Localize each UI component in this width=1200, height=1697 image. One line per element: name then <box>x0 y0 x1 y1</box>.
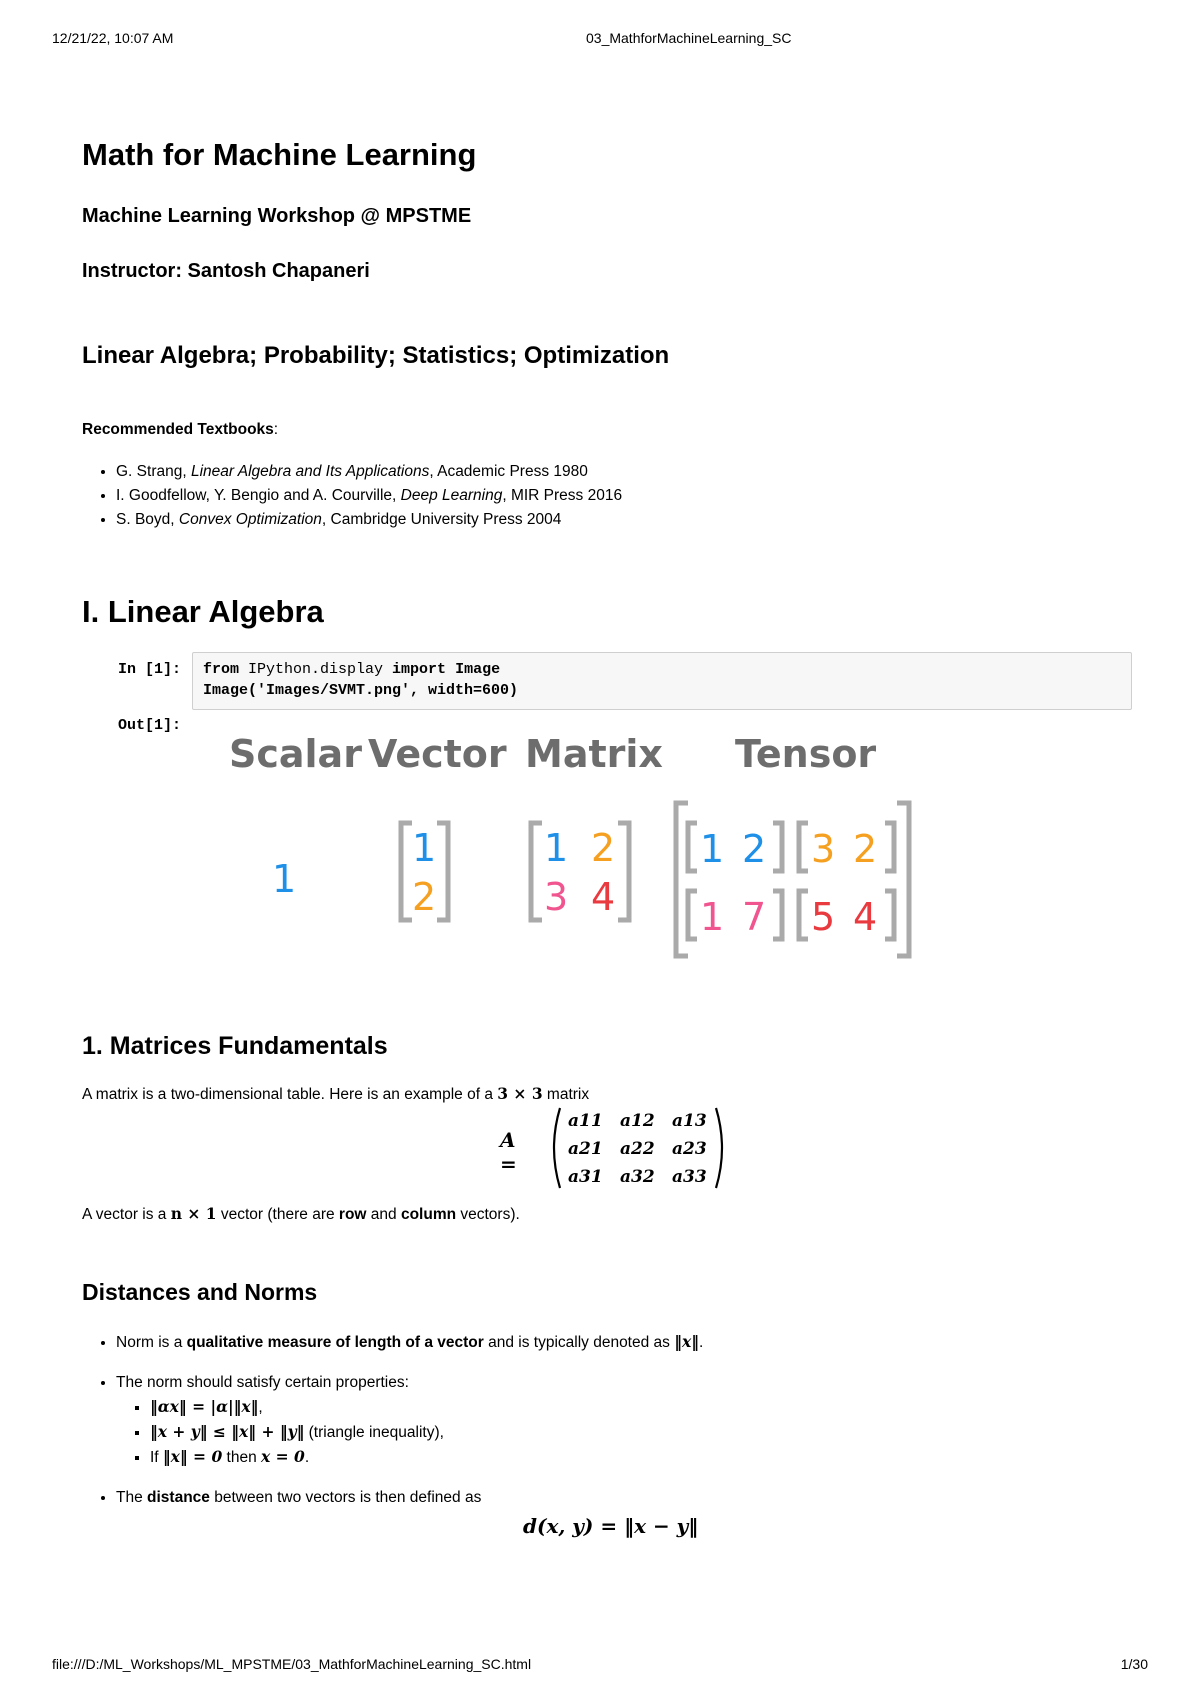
norm-math: ‖x‖ <box>674 1332 699 1351</box>
matrix-intro <box>82 1084 589 1104</box>
vector-row-term: row <box>338 1206 367 1223</box>
norm-text: The norm should satisfy certain properties: <box>116 1374 409 1391</box>
matrix-size-math: 3 × 3 <box>497 1084 543 1103</box>
matrix-entry: a22 <box>620 1139 655 1159</box>
textbook-item <box>116 508 622 532</box>
property-text: If <box>150 1449 163 1466</box>
textbook-item <box>116 484 622 508</box>
matrix-entry: a13 <box>672 1111 707 1131</box>
matrix-entry: 4 <box>591 875 616 919</box>
matrix-label: Matrix <box>525 732 663 776</box>
tensor-entry: 3 <box>811 827 836 871</box>
textbook-publisher: , MIR Press 2016 <box>502 487 623 504</box>
matrix-entry: a21 <box>568 1139 603 1159</box>
tensor-entry: 2 <box>742 827 767 871</box>
matrix-A-parens <box>548 1106 728 1190</box>
property-math: ‖x‖ = 0 <box>162 1447 223 1466</box>
code-cell[interactable] <box>192 652 1132 710</box>
norms-heading: Distances and Norms <box>82 1279 318 1305</box>
textbook-title: Convex Optimization <box>178 511 322 528</box>
property-text: . <box>304 1449 310 1466</box>
property-math: ‖x + y‖ ≤ ‖x‖ + ‖y‖ <box>150 1422 305 1441</box>
svmt-labels <box>229 732 876 776</box>
matrix-entry: a31 <box>568 1167 603 1187</box>
section-linear-algebra-heading: I. Linear Algebra <box>82 594 324 629</box>
textbook-author: G. Strang, <box>116 463 191 480</box>
code-name: Image <box>446 661 501 678</box>
svmt-image <box>192 720 952 970</box>
instructor-subtitle: Instructor: Santosh Chapaneri <box>82 260 370 282</box>
norm-text: Norm is a <box>116 1334 187 1351</box>
matrix-entry: 2 <box>591 826 616 870</box>
matrix-entry: 1 <box>544 826 569 870</box>
textbook-author: S. Boyd, <box>116 511 179 528</box>
tensor-entry: 7 <box>742 895 767 939</box>
matrix-entry: a11 <box>568 1111 603 1131</box>
matrix-entry: a12 <box>620 1111 655 1131</box>
norm-bullet <box>116 1371 1116 1470</box>
textbooks-label-line <box>82 421 278 439</box>
norm-property <box>150 1445 1116 1470</box>
matrix-intro-text: A matrix is a two-dimensional table. Here is an example of a <box>82 1086 498 1103</box>
vector-column-term: column <box>400 1206 457 1223</box>
vector-definition <box>82 1204 520 1224</box>
code-keyword: import <box>392 661 447 678</box>
matrix-intro-end: matrix <box>542 1086 590 1103</box>
property-math: ‖αx‖ = |α|‖x‖ <box>150 1397 259 1416</box>
norm-property <box>150 1395 1116 1420</box>
textbook-publisher: , Academic Press 1980 <box>429 463 588 480</box>
tensor-entry: 2 <box>853 827 878 871</box>
property-text: (triangle inequality), <box>304 1424 444 1441</box>
code-module: IPython.display <box>239 661 393 678</box>
vector-entry: 1 <box>412 826 437 870</box>
matrix-entry: a32 <box>620 1167 655 1187</box>
page-title: Math for Machine Learning <box>82 137 477 172</box>
tensor-entry: 4 <box>853 895 878 939</box>
norm-text: between two vectors is then defined as <box>209 1489 482 1506</box>
code-line-1 <box>203 659 1121 680</box>
print-datetime: 12/21/22, 10:07 AM <box>52 30 174 46</box>
tensor-label: Tensor <box>735 732 877 776</box>
textbook-author: I. Goodfellow, Y. Bengio and A. Courville, <box>116 487 401 504</box>
textbook-title: Deep Learning <box>400 487 503 504</box>
textbook-title: Linear Algebra and Its Applications <box>190 463 430 480</box>
textbook-publisher: , Cambridge University Press 2004 <box>321 511 562 528</box>
cell-out-prompt: Out[1]: <box>118 717 182 734</box>
vector-def-text: and <box>366 1206 401 1223</box>
tensor-entry: 1 <box>700 895 725 939</box>
norm-text: The <box>116 1489 148 1506</box>
print-doc-title: 03_MathforMachineLearning_SC <box>586 30 792 46</box>
matrix-entry: 3 <box>544 875 569 919</box>
distance-formula: d(x, y) = ‖x − y‖ <box>523 1514 699 1538</box>
scalar-label: Scalar <box>229 732 362 776</box>
vector-label: Vector <box>368 732 507 776</box>
vector-def-text: A vector is a <box>82 1206 171 1223</box>
norm-bold-text: qualitative measure of length of a vector <box>186 1334 484 1351</box>
workshop-subtitle: Machine Learning Workshop @ MPSTME <box>82 205 472 227</box>
cell-in-prompt: In [1]: <box>118 661 182 678</box>
scalar-value: 1 <box>272 857 297 901</box>
textbooks-label: Recommended Textbooks <box>82 421 274 438</box>
property-text: then <box>222 1449 262 1466</box>
matrix-entry: a23 <box>672 1139 707 1159</box>
code-keyword: from <box>203 661 240 678</box>
vector-def-text: vector (there are <box>216 1206 339 1223</box>
property-text: , <box>258 1399 263 1416</box>
textbooks-list <box>82 460 622 532</box>
tensor-entry: 5 <box>811 895 836 939</box>
norms-list <box>82 1330 1116 1510</box>
matrix-A-label: A = <box>500 1128 517 1176</box>
matrix-entry: a33 <box>672 1167 707 1187</box>
norm-bullet <box>116 1330 1116 1355</box>
vector-entry: 2 <box>412 875 437 919</box>
print-file-path: file:///D:/ML_Workshops/ML_MPSTME/03_MathforMachineLearning_SC.html <box>52 1656 532 1672</box>
tensor-entry: 1 <box>700 827 725 871</box>
property-math: x = 0 <box>261 1447 305 1466</box>
norm-bullet <box>116 1486 1116 1510</box>
norm-text: and is typically denoted as <box>483 1334 675 1351</box>
textbook-item <box>116 460 622 484</box>
matrices-heading: 1. Matrices Fundamentals <box>82 1032 388 1060</box>
topics-heading: Linear Algebra; Probability; Statistics; Optimization <box>82 342 670 369</box>
norm-bold-text: distance <box>147 1489 210 1506</box>
vector-size-math: n × 1 <box>170 1204 217 1223</box>
vector-def-text: vectors). <box>456 1206 520 1223</box>
norm-properties-list <box>116 1395 1116 1470</box>
textbooks-colon: : <box>273 421 279 438</box>
norm-text: . <box>698 1334 704 1351</box>
code-line-2: Image('Images/SVMT.png', width=600) <box>203 682 519 699</box>
norm-property <box>150 1420 1116 1445</box>
print-page-number: 1/30 <box>1120 1656 1148 1672</box>
